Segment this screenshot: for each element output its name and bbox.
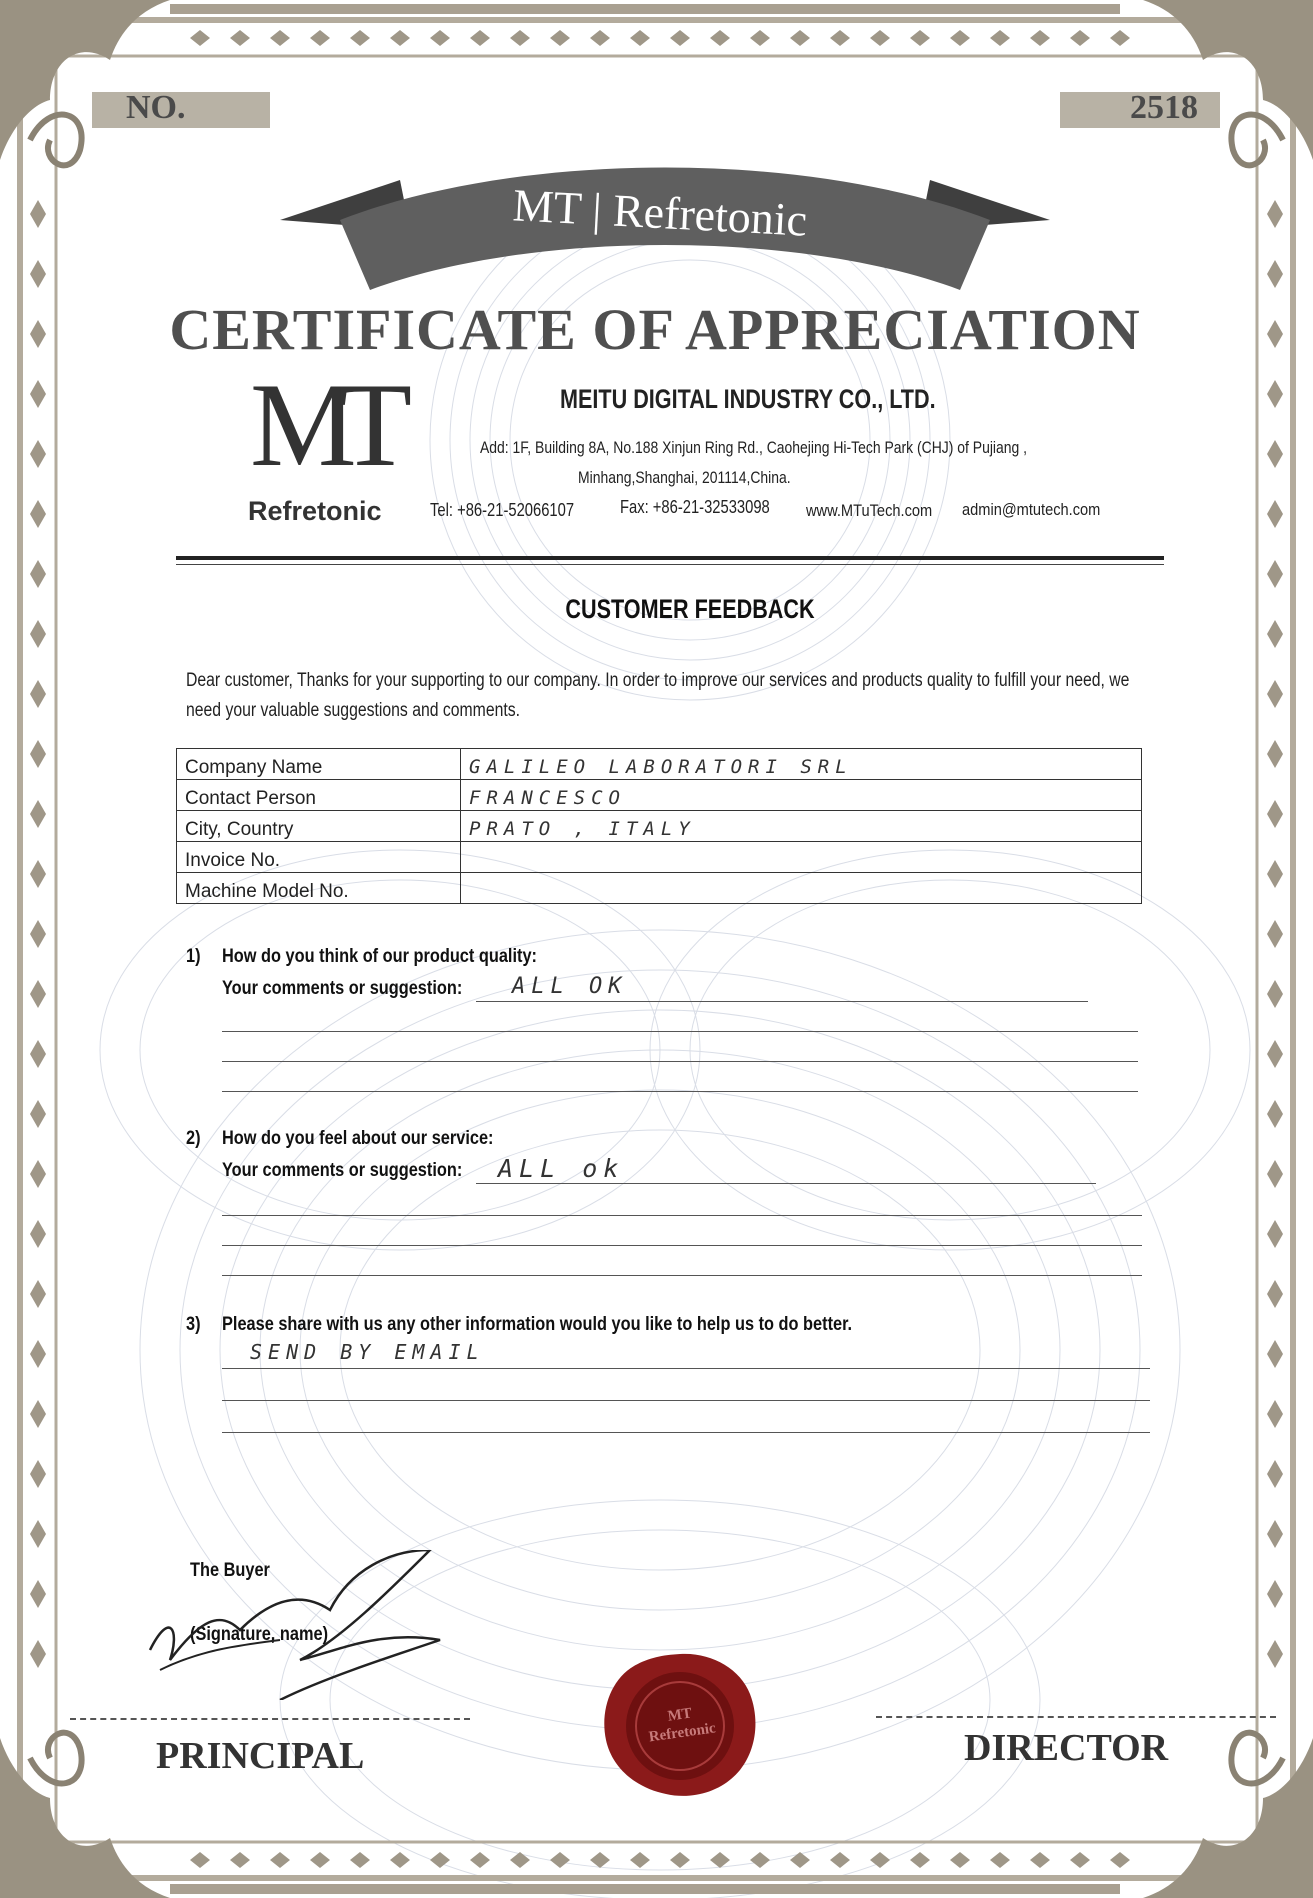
answer-line <box>222 1368 1150 1369</box>
certificate-title: CERTIFICATE OF APPRECIATION <box>169 297 1141 362</box>
answer-line <box>222 1061 1138 1062</box>
header-divider-thin <box>176 564 1164 565</box>
serial-number: 2518 <box>1130 89 1198 126</box>
serial-no-label-box <box>92 89 270 128</box>
field-label: Company Name <box>177 749 461 780</box>
company-address-line2: Minhang,Shanghai, 201114,China. <box>578 468 791 487</box>
seal-text: MT Refretonic <box>647 1705 717 1746</box>
director-dashed-line <box>876 1716 1276 1718</box>
field-value <box>461 780 1142 811</box>
header-divider <box>176 556 1164 560</box>
banner-text: MT | Refretonic <box>511 179 809 246</box>
serial-no-label: NO. <box>126 89 186 126</box>
company-address-line1: Add: 1F, Building 8A, No.188 Xinjun Ring Rd., Caohejing Hi-Tech Park (CHJ) of Pujiang , <box>480 438 1028 457</box>
question-2-number: 2) <box>186 1128 201 1149</box>
customer-info-table <box>176 748 1142 904</box>
table-row <box>177 780 1142 811</box>
question-2-comment-label: Your comments or suggestion: <box>222 1160 463 1181</box>
buyer-signature-label: (Signature, name) <box>190 1624 329 1645</box>
answer-line <box>476 1001 1088 1002</box>
serial-number-box <box>1060 89 1220 128</box>
question-3-answer: SEND BY EMAIL <box>250 1340 485 1364</box>
field-label: City, Country <box>177 811 461 842</box>
director-label: DIRECTOR <box>964 1727 1169 1769</box>
table-row <box>177 749 1142 780</box>
question-1-text: How do you think of our product quality: <box>222 946 537 967</box>
company-name: MEITU DIGITAL INDUSTRY CO., LTD. <box>560 384 936 414</box>
answer-line <box>222 1031 1138 1032</box>
intro-text: Dear customer, Thanks for your supporting to our company. In order to improve our services and products quality to fulfill your need, we need your valuable suggestions and comments. <box>186 670 1130 721</box>
question-3-text: Please share with us any other information would you like to help us to do better. <box>222 1314 853 1335</box>
field-value-company: GALILEO LABORATORI SRL <box>469 756 853 778</box>
answer-line <box>222 1091 1138 1092</box>
company-email: admin@mtutech.com <box>962 500 1101 519</box>
field-value-contact: FRANCESCO <box>469 787 626 809</box>
answer-line <box>222 1400 1150 1401</box>
table-row <box>177 842 1142 873</box>
field-value-city: PRATO , ITALY <box>469 818 696 840</box>
field-value <box>461 873 1142 904</box>
principal-dashed-line <box>70 1718 470 1720</box>
company-tel: Tel: +86-21-52066107 <box>430 500 575 520</box>
buyer-signature <box>140 1550 470 1700</box>
table-row <box>177 873 1142 904</box>
question-1-number: 1) <box>186 946 201 967</box>
question-2-answer: ALL ok <box>498 1154 625 1183</box>
answer-line <box>476 1183 1096 1184</box>
answer-line <box>222 1215 1142 1216</box>
table-row <box>177 811 1142 842</box>
section-title: CUSTOMER FEEDBACK <box>565 594 815 624</box>
field-value <box>461 842 1142 873</box>
buyer-title: The Buyer <box>190 1560 270 1581</box>
field-value <box>461 749 1142 780</box>
question-1-comment-label: Your comments or suggestion: <box>222 978 463 999</box>
logo-brand: Refretonic <box>248 496 382 526</box>
logo-mark: MT <box>250 358 394 491</box>
field-label: Invoice No. <box>177 842 461 873</box>
field-label: Machine Model No. <box>177 873 461 904</box>
answer-line <box>222 1245 1142 1246</box>
answer-line <box>222 1275 1142 1276</box>
question-1-answer: ALL OK <box>512 974 628 999</box>
question-2-text: How do you feel about our service: <box>222 1128 494 1149</box>
field-label: Contact Person <box>177 780 461 811</box>
field-value <box>461 811 1142 842</box>
answer-line <box>222 1432 1150 1433</box>
principal-label: PRINCIPAL <box>156 1735 365 1777</box>
company-fax: Fax: +86-21-32533098 <box>620 497 770 517</box>
question-3-number: 3) <box>186 1314 201 1335</box>
company-web: www.MTuTech.com <box>806 501 933 520</box>
